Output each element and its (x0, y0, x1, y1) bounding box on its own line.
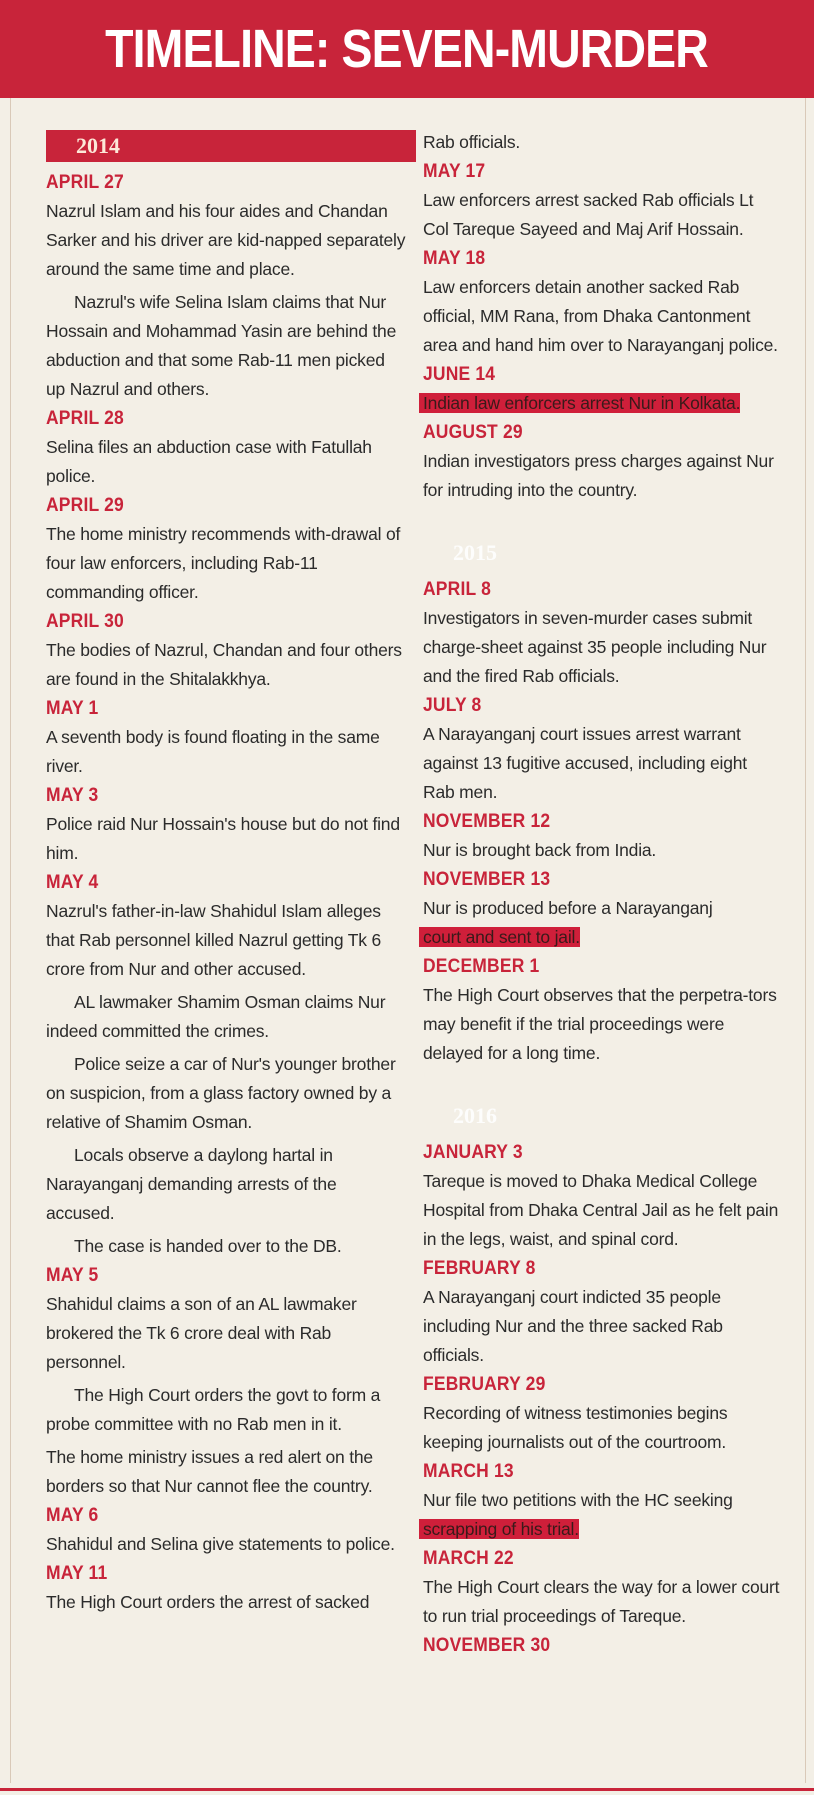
entry-date: MAY 1 (46, 698, 99, 719)
year-label-2016 (423, 1096, 783, 1136)
entry-date: FEBRUARY 8 (423, 1258, 536, 1279)
title-banner (0, 0, 814, 98)
entry-text: Shahidul claims a son of an AL lawmaker brokered the Tk 6 crore deal with Rab personnel. (46, 1294, 357, 1372)
entry-text: Investigators in seven-murder cases submit charge-sheet against 35 people including Nur and the fired Rab officials. (423, 608, 767, 686)
entry-date: MAY 6 (46, 1505, 99, 1526)
year-label-2015 (423, 533, 783, 573)
entry-date: AUGUST 29 (423, 422, 523, 443)
page-title: TIMELINE: SEVEN-MURDER (105, 19, 709, 79)
entry-text: Locals observe a daylong hartal in Narayanganj demanding arrests of the accused. (46, 1145, 337, 1223)
entry-text: A seventh body is found floating in the same river. (46, 727, 380, 776)
entry-text (423, 1486, 783, 1544)
entry-date: APRIL 29 (46, 495, 124, 516)
entry-date: MAY 11 (46, 1563, 108, 1584)
bottom-rule (0, 1788, 814, 1791)
entry-text-highlighted (423, 389, 783, 418)
entry-text: The home ministry recommends with-drawal of four law enforcers, including Rab-11 commanding officer. (46, 524, 401, 602)
entry-text: A Narayanganj court issues arrest warrant against 13 fugitive accused, including eight Rab men. (423, 724, 747, 802)
entry-text: Shahidul and Selina give statements to police. (46, 1534, 395, 1554)
entry-text: Rab officials. (423, 132, 521, 152)
entry-text: Police raid Nur Hossain's house but do not find him. (46, 814, 400, 863)
entry-date: JULY 8 (423, 695, 482, 716)
entry-text: Nur is brought back from India. (423, 840, 657, 860)
entry-text: The High Court clears the way for a lower court to run trial proceedings of Tareque. (423, 1577, 780, 1626)
left-column (46, 130, 406, 1621)
entry-date: MARCH 22 (423, 1548, 514, 1569)
highlight-mark: court and sent to jail. (419, 927, 580, 947)
entry-date: MAY 3 (46, 785, 99, 806)
entry-date: MAY 5 (46, 1265, 99, 1286)
entry-text: The High Court observes that the perpetra-tors may benefit if the trial proceedings were delayed for a long time. (423, 985, 777, 1063)
entry-text: Law enforcers detain another sacked Rab official, MM Rana, from Dhaka Cantonment area and hand him over to Narayanganj police. (423, 277, 778, 355)
entry-date: FEBRUARY 29 (423, 1374, 546, 1395)
entry-text: The home ministry issues a red alert on the borders so that Nur cannot flee the country. (46, 1447, 373, 1496)
entry-text: Selina files an abduction case with Fatullah police. (46, 437, 372, 486)
highlight-mark: scrapping of his trial. (419, 1519, 579, 1539)
entry-date: JUNE 14 (423, 364, 496, 385)
entry-text: Law enforcers arrest sacked Rab officials Lt Col Tareque Sayeed and Maj Arif Hossain. (423, 190, 754, 239)
entry-text: Recording of witness testimonies begins keeping journalists out of the courtroom. (423, 1403, 728, 1452)
entry-text: The bodies of Nazrul, Chandan and four others are found in the Shitalakkhya. (46, 640, 402, 689)
year-banner-2014 (46, 130, 416, 162)
year-label: 2016 (453, 1103, 497, 1128)
entry-date: NOVEMBER 13 (423, 869, 551, 890)
entry-text: Nazrul Islam and his four aides and Chandan Sarker and his driver are kid-napped separately around the same time and place. (46, 201, 406, 279)
entry-text: The High Court orders the govt to form a probe committee with no Rab men in it. (46, 1385, 381, 1434)
entry-date: MAY 4 (46, 872, 99, 893)
entry-text: Indian investigators press charges against Nur for intruding into the country. (423, 451, 774, 500)
entry-date: APRIL 27 (46, 172, 124, 193)
entry-date: DECEMBER 1 (423, 956, 540, 977)
entry-text: Tareque is moved to Dhaka Medical College Hospital from Dhaka Central Jail as he felt pain in the legs, waist, and spinal cord. (423, 1171, 779, 1249)
entry-text: A Narayanganj court indicted 35 people including Nur and the three sacked Rab officials. (423, 1287, 723, 1365)
entry-date: MARCH 13 (423, 1461, 514, 1482)
year-label: 2015 (453, 540, 497, 565)
right-column (423, 130, 783, 1660)
entry-date: MAY 18 (423, 248, 486, 269)
entry-text-part: Nur file two petitions with the HC seeking (423, 1490, 733, 1510)
entry-text: Nazrul's wife Selina Islam claims that Nur Hossain and Mohammad Yasin are behind the abduction and that some Rab-11 men picked up Nazrul and others. (46, 292, 397, 399)
entry-text-part: Nur is produced before a Narayanganj (423, 898, 713, 918)
entry-date: NOVEMBER 30 (423, 1635, 551, 1656)
entry-date: APRIL 30 (46, 611, 124, 632)
entry-text: Nazrul's father-in-law Shahidul Islam alleges that Rab personnel killed Nazrul getting Tk 6 crore from Nur and other accused. (46, 901, 382, 979)
entry-text: The case is handed over to the DB. (74, 1236, 342, 1256)
highlight-mark: Indian law enforcers arrest Nur in Kolkata. (419, 393, 740, 413)
entry-text (423, 894, 783, 952)
entry-text: AL lawmaker Shamim Osman claims Nur indeed committed the crimes. (46, 992, 386, 1041)
entry-date: NOVEMBER 12 (423, 811, 551, 832)
entry-date: MAY 17 (423, 161, 486, 182)
entry-text: Police seize a car of Nur's younger brother on suspicion, from a glass factory owned by a relative of Shamim Osman. (46, 1054, 396, 1132)
entry-text: The High Court orders the arrest of sacked (46, 1592, 370, 1612)
year-label: 2014 (76, 133, 120, 158)
entry-date: JANUARY 3 (423, 1142, 523, 1163)
entry-date: APRIL 8 (423, 579, 491, 600)
entry-date: APRIL 28 (46, 408, 124, 429)
